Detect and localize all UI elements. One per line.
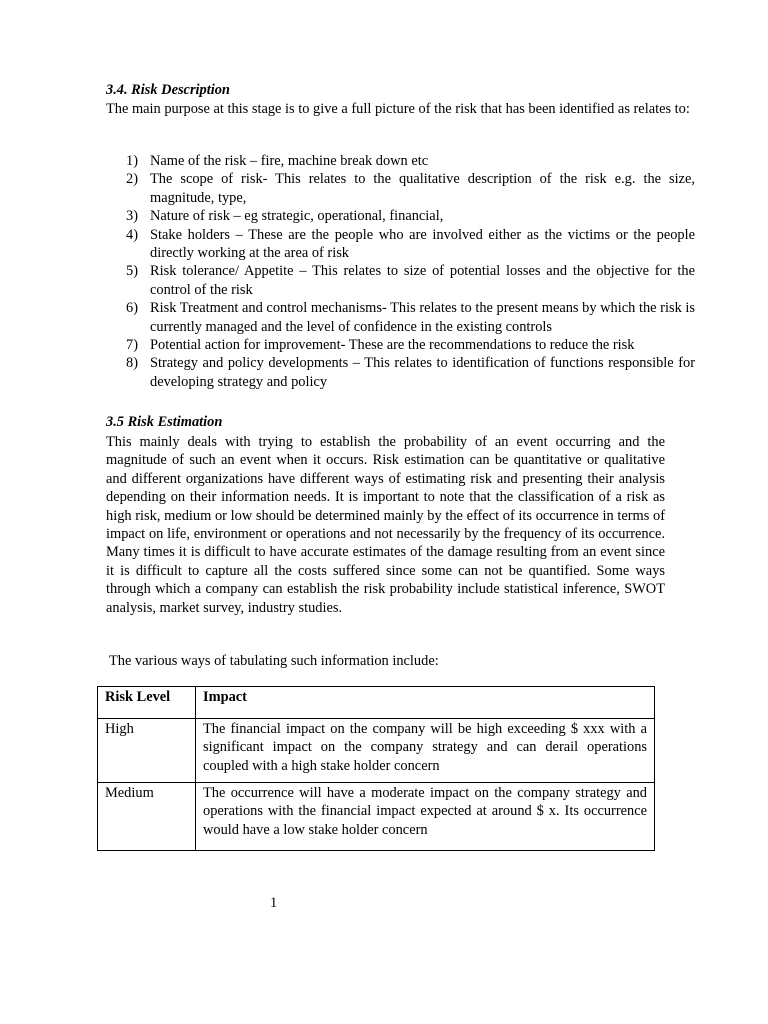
list-item-text: Risk Treatment and control mechanisms- This relates to the present means by which the risk is currently managed and the level of confidence in the existing controls (150, 300, 695, 335)
header-impact: Impact (196, 687, 655, 719)
list-item-text: Nature of risk – eg strategic, operational, financial, (150, 208, 444, 225)
list-item-number: 4) (126, 226, 138, 243)
risk-description-intro: The main purpose at this stage is to give a full picture of the risk that has been identified as relates to: (106, 101, 690, 117)
list-item-text: Potential action for improvement- These are the recommendations to reduce the risk (150, 337, 635, 354)
list-item-number: 1) (126, 153, 138, 169)
list-item-text: Risk tolerance/ Appetite – This relates to size of potential losses and the objective for the control of the risk (150, 263, 695, 298)
list-item (106, 152, 695, 170)
list-item-number: 2) (126, 171, 138, 188)
list-item-number: 6) (126, 300, 138, 317)
impact-cell: The occurrence will have a moderate impact on the company strategy and operations with the financial impact expected at around $ x. Its occurrence would have a low stake holder concern (196, 783, 655, 851)
risk-description-heading: 3.4. Risk Description (106, 82, 230, 98)
table-row (98, 719, 655, 783)
list-item-text: Stake holders – These are the people who are involved either as the victims or the people directly working at the area of risk (150, 226, 695, 262)
list-item-number: 7) (126, 337, 138, 354)
list-item-number: 5) (126, 263, 138, 280)
risk-estimation-body: This mainly deals with trying to establish the probability of an event occurring and the magnitude of such an event when it occurs. Risk estimation can be quantitative or qualitative and different organizations have different ways of estimating risk and presenting their analysis depending on their information needs. It is important to note that the classification of a risk as high risk, medium or low should be determined mainly by the effect of its occurrence in terms of impact on life, environment or operations and not necessarily by the frequency of its occurrence. Many times it is difficult to have accurate estimates of the damage resulting from an event since it is difficult to capture all the costs suffered since some can not be quantified. Some ways through which a company can establish the risk probability include statistical inference, SWOT analysis, market survey, industry studies. (106, 434, 665, 616)
list-item (106, 207, 695, 225)
list-item-number: 8) (126, 355, 138, 372)
risk-level-cell: Medium (98, 783, 196, 851)
list-item-text: Strategy and policy developments – This relates to identification of functions responsible for developing strategy and policy (150, 355, 695, 390)
list-item (106, 170, 695, 207)
table-row (98, 783, 655, 851)
header-risk-level: Risk Level (98, 687, 196, 719)
risk-level-cell: High (98, 719, 196, 783)
list-item-text: The scope of risk- This relates to the qualitative description of the risk e.g. the size, magnitude, type, (150, 171, 695, 206)
list-item (106, 336, 695, 354)
risk-description-list (106, 152, 695, 391)
page-number: 1 (270, 895, 278, 911)
list-item-text: Name of the risk – fire, machine break down etc (150, 153, 429, 169)
risk-estimation-heading: 3.5 Risk Estimation (106, 414, 223, 430)
impact-cell: The financial impact on the company will be high exceeding $ xxx with a significant impact on the company strategy and can derail operations coupled with a high stake holder concern (196, 719, 655, 783)
table-intro: The various ways of tabulating such information include: (109, 653, 439, 669)
list-item (106, 354, 695, 391)
list-item (106, 262, 695, 299)
risk-level-table (97, 686, 655, 851)
list-item-number: 3) (126, 208, 138, 225)
list-item (106, 299, 695, 336)
table-header-row (98, 687, 655, 719)
list-item (106, 226, 695, 263)
